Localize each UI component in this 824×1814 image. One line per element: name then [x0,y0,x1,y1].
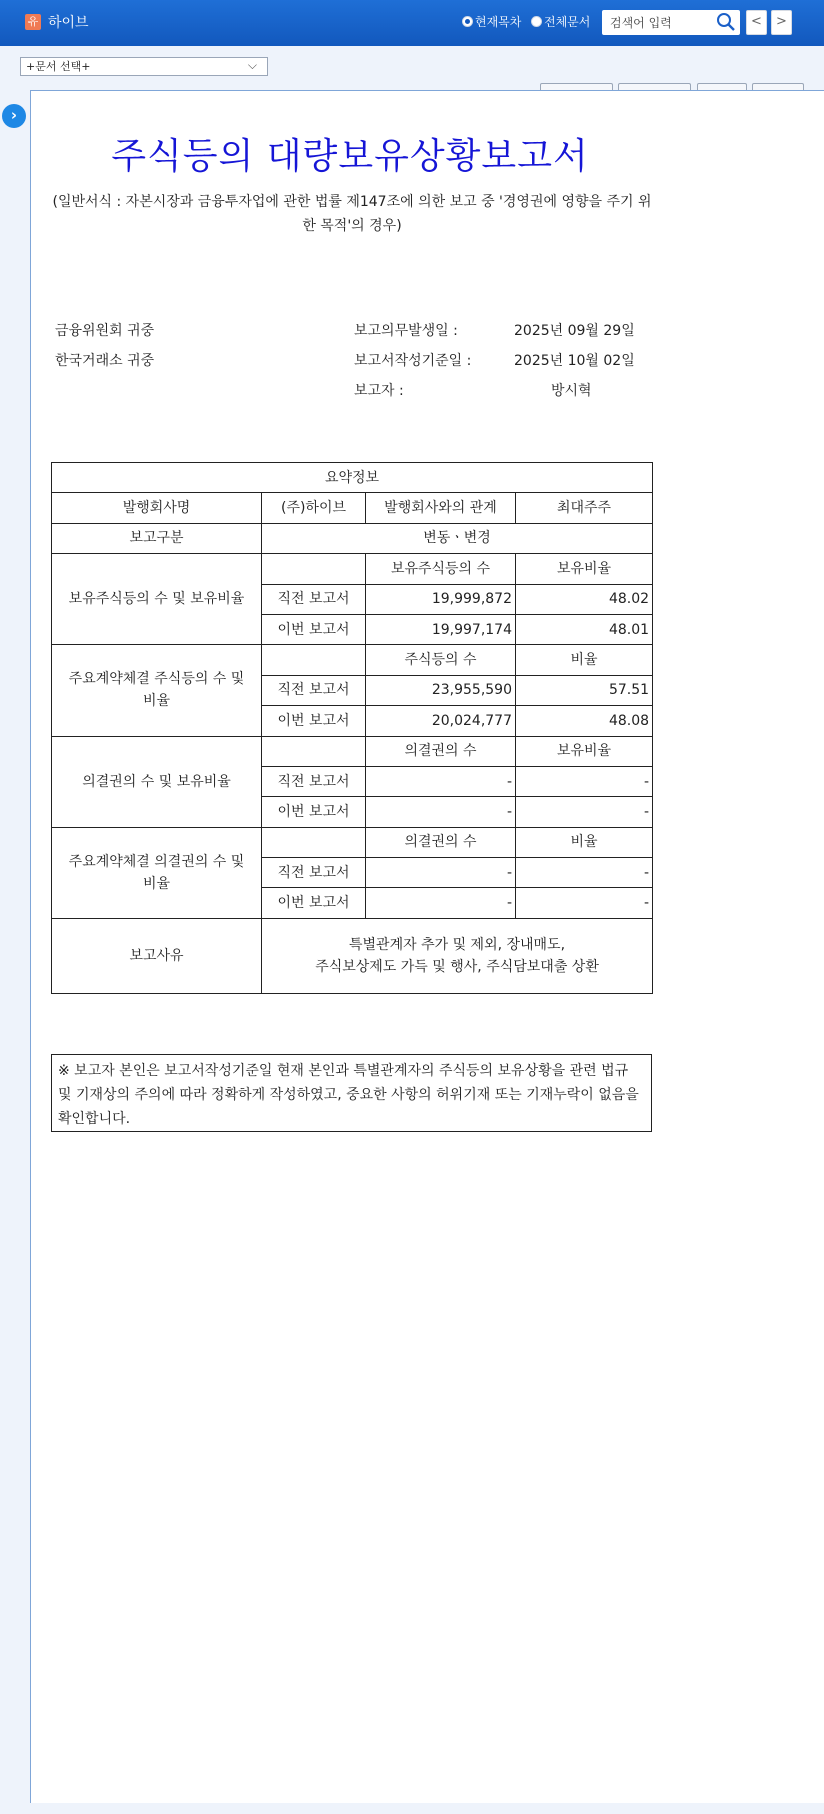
report-date-value: 2025년 09월 29일 [514,323,635,339]
issuer-label: 발행회사명 [52,493,262,523]
report-date-label: 보고의무발생일 : [354,323,458,339]
table-cell: - [366,797,516,827]
report-type-label: 보고구분 [52,523,262,553]
report-reason-line: 특별관계자 추가 및 제외, 장내매도, [349,936,566,953]
table-row [52,918,653,993]
table-cell: - [366,888,516,918]
group-label: 주요계약체결 주식등의 수 및 비율 [52,645,262,736]
table-cell: 57.51 [516,675,653,705]
radio-selected-icon[interactable] [462,16,473,27]
table-cell: - [366,858,516,888]
prev-report-label: 직전 보고서 [262,858,366,888]
table-cell: 48.02 [516,584,653,614]
table-cell: 20,024,777 [366,706,516,736]
company-name[interactable]: 하이브 [48,15,89,31]
table-cell: 19,999,872 [366,584,516,614]
table-row [52,463,653,493]
radio-current-section[interactable] [462,13,521,30]
column-header: 보유주식등의 수 [366,554,516,584]
column-header: 의결권의 수 [366,736,516,766]
table-cell: 48.08 [516,706,653,736]
prev-report-label: 직전 보고서 [262,675,366,705]
base-date-label: 보고서작성기준일 : [354,353,472,369]
curr-report-label: 이번 보고서 [262,706,366,736]
table-row [52,493,653,523]
column-header: 보유비율 [516,554,653,584]
document-title: 주식등의 대량보유상황보고서 [111,136,589,177]
table-row [52,645,653,675]
empty-cell [262,554,366,584]
table-cell: - [516,797,653,827]
group-label: 의결권의 수 및 보유비율 [52,736,262,827]
table-row [52,736,653,766]
table-cell: - [516,888,653,918]
summary-heading: 요약정보 [52,463,653,493]
table-cell: - [516,766,653,796]
curr-report-label: 이번 보고서 [262,797,366,827]
table-row [52,554,653,584]
report-reason-line: 주식보상제도 가득 및 행사, 주식담보대출 상환 [315,958,599,975]
table-cell: - [366,766,516,796]
prev-result-button[interactable]: < [746,10,767,35]
table-cell: 19,997,174 [366,614,516,644]
document-select-value: +문서 선택+ [26,60,91,73]
prev-report-label: 직전 보고서 [262,584,366,614]
company-logo-icon: 유 [25,14,41,30]
group-label: 주요계약체결 의결권의 수 및 비율 [52,827,262,918]
prev-report-label: 직전 보고서 [262,766,366,796]
report-reason-value [262,918,653,993]
column-header: 보유비율 [516,736,653,766]
report-reason-label: 보고사유 [52,918,262,993]
recipient-fsc: 금융위원회 귀중 [55,323,155,339]
table-cell: 48.01 [516,614,653,644]
column-header: 주식등의 수 [366,645,516,675]
table-cell: - [516,858,653,888]
document-subtitle: (일반서식 : 자본시장과 금융투자업에 관한 법률 제147조에 의한 보고 중 '경영권에 영향을 주기 위한 목적'의 경우) [52,194,652,234]
empty-cell [262,645,366,675]
table-cell: 23,955,590 [366,675,516,705]
reporter-value: 방시혁 [551,383,592,399]
empty-cell [262,827,366,857]
group-label: 보유주식등의 수 및 보유비율 [52,554,262,645]
curr-report-label: 이번 보고서 [262,888,366,918]
next-result-button[interactable]: > [771,10,792,35]
column-header: 비율 [516,645,653,675]
column-header: 비율 [516,827,653,857]
sidebar-toggle-button[interactable] [2,104,26,128]
issuer-value: (주)하이브 [262,493,366,523]
search-icon[interactable] [716,12,736,32]
report-type-value: 변동ㆍ변경 [262,523,653,553]
relation-value: 최대주주 [516,493,653,523]
radio-current-label: 현재목차 [475,15,522,29]
top-bar [0,0,824,46]
summary-table [51,462,653,994]
recipient-krx: 한국거래소 귀중 [55,353,155,369]
radio-all-documents[interactable] [531,13,590,30]
document-select[interactable] [20,57,268,76]
radio-unselected-icon[interactable] [531,16,542,27]
reporter-label: 보고자 : [354,383,404,399]
chevron-right-icon: › [10,106,18,124]
radio-all-label: 전체문서 [544,15,591,29]
chevron-down-icon: ⌵ [247,58,257,72]
search-placeholder: 검색어 입력 [610,16,672,30]
relation-label: 발행회사와의 관계 [366,493,516,523]
column-header: 의결권의 수 [366,827,516,857]
confirmation-notice: ※ 보고자 본인은 보고서작성기준일 현재 본인과 특별관계자의 주식등의 보유상황을 관련 법규 및 기재상의 주의에 따라 정확하게 작성하였고, 중요한 사항의 허위기재 또는 기재누락이 없음을 확인합니다. [51,1054,652,1132]
curr-report-label: 이번 보고서 [262,614,366,644]
base-date-value: 2025년 10월 02일 [514,353,635,369]
table-row [52,523,653,553]
search-input[interactable] [602,10,740,35]
table-row [52,827,653,857]
empty-cell [262,736,366,766]
